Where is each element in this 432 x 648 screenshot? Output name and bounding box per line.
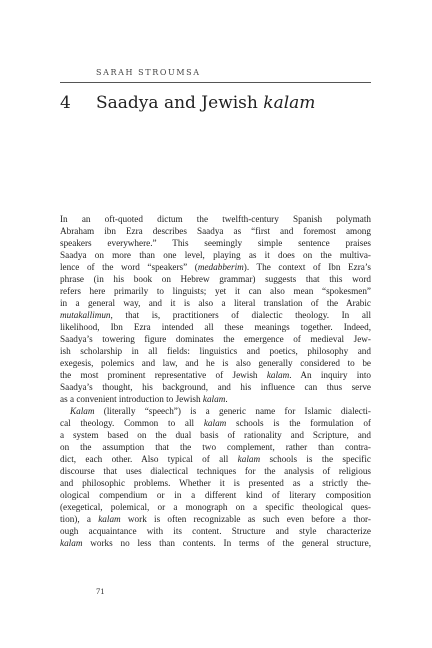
text-segment: refers here primarily to linguists; yet it can also mean “spokesmen”: [60, 286, 371, 296]
header-rule: [60, 82, 371, 83]
chapter-title-italic: kalam: [263, 93, 316, 113]
text-segment: lence of the word “speakers” (: [60, 262, 198, 272]
italic-term: mutakallimun: [60, 310, 111, 320]
running-header-author: SARAH STROUMSA: [96, 68, 201, 77]
text-line: [60, 489, 371, 501]
italic-term: kalam: [202, 394, 226, 404]
italic-term: Kalam: [70, 406, 95, 416]
text-segment: tion), a: [60, 514, 99, 524]
chapter-title: [60, 92, 371, 114]
text-line: [60, 357, 371, 369]
italic-term: kalam: [203, 418, 227, 428]
text-segment: (exegetical, polemical, or a monograph on a specific theological ques-: [60, 502, 371, 512]
text-segment: cal theology. Common to all: [60, 418, 204, 428]
text-line: [60, 345, 371, 357]
text-segment: schools is the specific: [260, 454, 371, 464]
body-text: [60, 213, 371, 549]
text-segment: speakers everywhere.” This seemingly simple sentence praises: [60, 238, 371, 248]
text-line: [60, 249, 371, 261]
text-segment: dict, each other. Also typical of all: [60, 454, 238, 464]
text-segment: phrase (in his book on Hebrew grammar) suggests that this word: [60, 274, 371, 284]
page-number: 71: [96, 586, 105, 596]
text-segment: , that is, practitioners of dialectic theology. In all: [110, 310, 371, 320]
text-segment: ). The context of Ibn Ezra’s: [243, 262, 371, 272]
text-segment: as a convenient introduction to Jewish: [60, 394, 203, 404]
text-segment: ological compendium or in a different kind of literary composition: [60, 490, 371, 500]
text-segment: works no less than contents. In terms of the general structure,: [82, 538, 371, 548]
text-line: [60, 393, 371, 405]
text-line: [60, 225, 371, 237]
text-line: [60, 273, 371, 285]
text-segment: ough acquaintance with its content. Structure and style characterize: [60, 526, 371, 536]
text-line: [60, 429, 371, 441]
text-line: [60, 369, 371, 381]
text-segment: .: [225, 394, 228, 404]
text-line: [60, 537, 371, 549]
text-segment: a system based on the dual basis of rationality and Scripture, and: [60, 430, 371, 440]
text-line: [60, 477, 371, 489]
paragraph-2: [60, 405, 371, 549]
text-line: [60, 321, 371, 333]
text-segment: Saadya’s towering figure dominates the emergence of medieval Jew-: [60, 334, 371, 344]
text-line: [60, 309, 371, 321]
text-segment: on the assumption that the two complement, rather than contra-: [60, 442, 371, 452]
text-line: [60, 441, 371, 453]
text-line: [60, 285, 371, 297]
text-line: [60, 525, 371, 537]
italic-term: kalam: [60, 538, 83, 548]
text-line: [60, 453, 371, 465]
text-segment: in a general way, and it is also a literal translation of the Arabic: [60, 298, 371, 308]
text-segment: exegesis, polemics and law, and he is also generally considered to be: [60, 358, 371, 368]
italic-term: kalam: [266, 370, 290, 380]
text-line: [60, 297, 371, 309]
italic-term: medabberim: [197, 262, 244, 272]
text-segment: schools is the formulation of: [226, 418, 371, 428]
text-segment: and philosophic problems. Whether it is presented as a strictly the-: [60, 478, 371, 488]
text-line: [60, 333, 371, 345]
text-segment: . An inquiry into: [289, 370, 371, 380]
text-segment: Saadya on more than one level, playing as it does on the multiva-: [60, 250, 371, 260]
text-segment: Saadya’s thought, his background, and his influence can thus serve: [60, 382, 371, 392]
text-line: [60, 213, 371, 225]
text-line: [60, 381, 371, 393]
italic-term: kalam: [98, 514, 121, 524]
text-line: [60, 465, 371, 477]
text-line: [60, 237, 371, 249]
text-segment: (literally “speech”) is a generic name for Islamic dialecti-: [94, 406, 371, 416]
text-line: [60, 417, 371, 429]
text-segment: discourse that uses dialectical techniques for the analysis of religious: [60, 466, 371, 476]
text-segment: ish scholarship in all fields: linguistics and poetics, philosophy and: [60, 346, 371, 356]
chapter-number: 4: [60, 93, 71, 113]
text-segment: likelihood, Ibn Ezra intended all these meanings together. Indeed,: [60, 322, 371, 332]
text-line: [60, 501, 371, 513]
text-segment: work is often recognizable as such even before a thor-: [120, 514, 371, 524]
text-segment: Abraham ibn Ezra describes Saadya as “first and foremost among: [60, 226, 371, 236]
text-line: [60, 405, 371, 417]
text-segment: In an oft-quoted dictum the twelfth-century Spanish polymath: [60, 214, 371, 224]
paragraph-1: [60, 213, 371, 405]
italic-term: kalam: [237, 454, 261, 464]
text-line: [60, 261, 371, 273]
text-line: [60, 513, 371, 525]
chapter-title-text: Saadya and Jewish: [96, 93, 264, 113]
text-segment: the most prominent representative of Jewish: [60, 370, 267, 380]
